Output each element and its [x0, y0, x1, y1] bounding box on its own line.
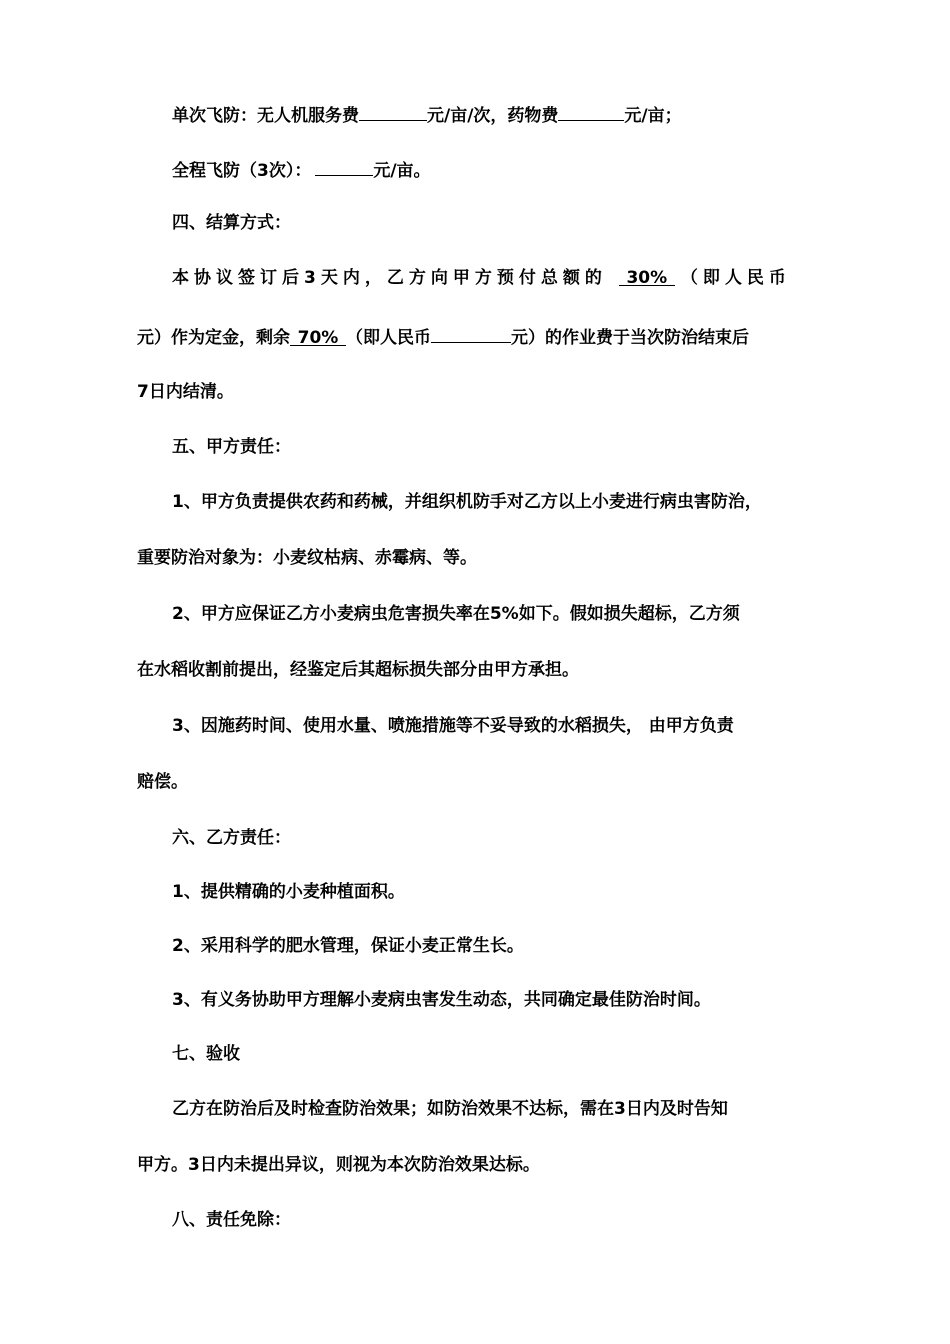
settlement-line-1	[172, 266, 791, 290]
partyA-duty-3a: 3、因施药时间、使用水量、喷施措施等不妥导致的水稻损失， 由甲方负责	[172, 716, 734, 736]
partyB-duty-3: 3、有义务协助甲方理解小麦病虫害发生动态，共同确定最佳防治时间。	[172, 990, 711, 1010]
settlement-text-2: 元）作为定金，剩余	[137, 328, 290, 348]
deposit-percent: 30%	[619, 266, 675, 286]
partyA-duty-2b: 在水稻收割前提出，经鉴定后其超标损失部分由甲方承担。	[137, 660, 579, 680]
settlement-text-1: 本协议签订后3天内，乙方向甲方预付总额的	[172, 268, 607, 288]
settlement-rmb-2: （即人民币	[346, 328, 431, 348]
remaining-amount-blank	[431, 323, 511, 343]
single-fee-label: 单次飞防：无人机服务费	[172, 106, 359, 126]
pesticide-fee-blank	[558, 101, 624, 121]
settlement-text-3: 元）的作业费于当次防治结束后	[511, 328, 749, 348]
single-flight-fee-line	[172, 101, 682, 125]
partyA-duty-1a: 1、甲方负责提供农药和药械，并组织机防手对乙方以上小麦进行病虫害防治，	[172, 492, 762, 512]
section8-title: 八、责任免除：	[172, 1210, 291, 1230]
partyA-duty-2a: 2、甲方应保证乙方小麦病虫危害损失率在5%如下。假如损失超标，乙方须	[172, 604, 740, 624]
full-fee-label: 全程飞防（3次）：	[172, 161, 312, 181]
section6-title: 六、乙方责任：	[172, 828, 291, 848]
partyA-duty-1b: 重要防治对象为：小麦纹枯病、赤霉病、等。	[137, 548, 477, 568]
section7-title: 七、验收	[172, 1044, 240, 1064]
section4-title: 四、结算方式：	[172, 213, 291, 233]
full-fee-unit: 元/亩。	[373, 161, 431, 181]
remaining-percent: 70%	[290, 326, 346, 346]
drone-fee-blank	[359, 101, 427, 121]
section5-title: 五、甲方责任：	[172, 437, 291, 457]
partyB-duty-2: 2、采用科学的肥水管理，保证小麦正常生长。	[172, 936, 524, 956]
single-fee-unit: 元/亩/次，药物费	[427, 106, 559, 126]
acceptance-line-2: 甲方。3日内未提出异议，则视为本次防治效果达标。	[137, 1155, 540, 1175]
partyA-duty-3b: 赔偿。	[137, 772, 188, 792]
partyB-duty-1: 1、提供精确的小麦种植面积。	[172, 882, 405, 902]
settlement-rmb-1: （即人民币	[680, 268, 791, 288]
full-fee-blank	[315, 156, 373, 176]
full-flight-fee-line	[172, 156, 431, 180]
settlement-line-2	[137, 323, 749, 347]
settlement-line-3: 7日内结清。	[137, 382, 234, 402]
pesticide-fee-unit: 元/亩；	[624, 106, 682, 126]
acceptance-line-1: 乙方在防治后及时检查防治效果；如防治效果不达标，需在3日内及时告知	[172, 1099, 728, 1119]
